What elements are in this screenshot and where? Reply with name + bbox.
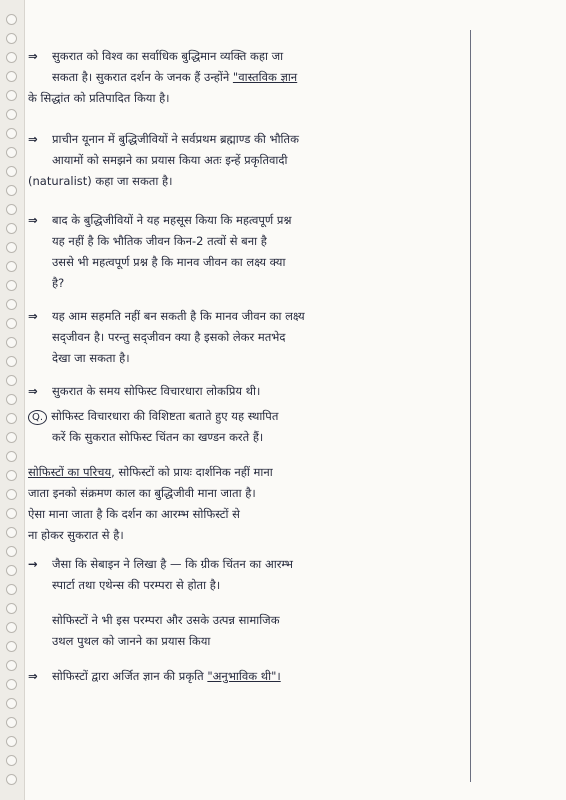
spiral-hole [6, 755, 17, 766]
note-text: सोफिस्ट विचारधारा की विशिष्टता बताते हुए यह स्थापित [51, 409, 279, 423]
note-text: के सिद्धांत को प्रतिपादित किया है। [28, 91, 170, 105]
spiral-hole [6, 242, 17, 253]
notebook-spiral-margin [0, 0, 25, 800]
spiral-hole [6, 52, 17, 63]
note-paragraph-sophist-intro [28, 462, 464, 546]
arrow-icon: ⇒ [28, 384, 38, 398]
underlined-phrase: "वास्तविक ज्ञान [232, 70, 298, 84]
spiral-hole [6, 33, 17, 44]
note-text: (naturalist) कहा जा सकता है। [28, 174, 173, 188]
spiral-hole [6, 679, 17, 690]
spiral-hole [6, 166, 17, 177]
spiral-hole [6, 71, 17, 82]
note-text: सुकरात को विश्व का सर्वाधिक बुद्धिमान व्यक्ति कहा जा [52, 49, 284, 63]
note-paragraph-5 [28, 381, 464, 402]
note-text: उससे भी महत्वपूर्ण प्रश्न है कि मानव जीवन का लक्ष्य क्या [52, 255, 286, 269]
spiral-hole [6, 318, 17, 329]
note-text: , सोफिस्टों को प्रायः दार्शनिक नहीं माना [111, 465, 273, 479]
spiral-hole [6, 451, 17, 462]
dash-arrow-icon: → [28, 557, 38, 571]
spiral-hole [6, 489, 17, 500]
spiral-hole [6, 527, 17, 538]
arrow-icon: ⇒ [28, 132, 38, 146]
question-block [28, 406, 464, 448]
margin-rule [470, 30, 471, 782]
spiral-hole [6, 299, 17, 310]
note-text: सुकरात के समय सोफिस्ट विचारधारा लोकप्रिय थी। [52, 384, 261, 398]
spiral-hole [6, 432, 17, 443]
note-text: उथल पुथल को जानने का प्रयास किया [52, 634, 211, 648]
spiral-hole [6, 717, 17, 728]
note-text: सद्जीवन है। परन्तु सद्जीवन क्या है इसको लेकर मतभेद [52, 330, 286, 344]
note-paragraph-sabine [28, 554, 464, 596]
arrow-icon: ⇒ [28, 49, 38, 63]
note-text: करें कि सुकरात सोफिस्ट चिंतन का खण्डन करते हैं। [52, 430, 264, 444]
question-marker: Q. [28, 410, 47, 425]
spiral-hole [6, 660, 17, 671]
note-text: सोफिस्टों ने भी इस परम्परा और उसके उत्पन्न सामाजिक [52, 613, 280, 627]
note-text: सकता है। सुकरात दर्शन के जनक हैं उन्होंने [52, 70, 233, 84]
note-text: स्पार्टा तथा एथेन्स की परम्परा से होता है। [52, 578, 221, 592]
spiral-hole [6, 641, 17, 652]
note-text: यह नहीं है कि भौतिक जीवन किन-2 तत्वों से बना है [52, 234, 267, 248]
spiral-hole [6, 736, 17, 747]
spiral-hole [6, 356, 17, 367]
spiral-hole [6, 337, 17, 348]
spiral-hole [6, 90, 17, 101]
underlined-phrase: "अनुभाविक थी"। [207, 669, 281, 683]
arrow-icon: ⇒ [28, 669, 38, 683]
spiral-hole [6, 147, 17, 158]
spiral-hole [6, 375, 17, 386]
note-text: ना होकर सुकरात से है। [28, 528, 124, 542]
note-text: जैसा कि सेबाइन ने लिखा है — कि ग्रीक चिंतन का आरम्भ [52, 557, 293, 571]
spiral-hole [6, 413, 17, 424]
spiral-hole [6, 774, 17, 785]
arrow-icon: ⇒ [28, 213, 38, 227]
note-paragraph-knowledge [28, 666, 464, 687]
note-text: बाद के बुद्धिजीवियों ने यह महसूस किया कि महत्वपूर्ण प्रश्न [52, 213, 292, 227]
spiral-hole [6, 470, 17, 481]
note-text: प्राचीन यूनान में बुद्धिजीवियों ने सर्वप्रथम ब्रह्माण्ड की भौतिक [52, 132, 299, 146]
spiral-hole [6, 261, 17, 272]
spiral-hole [6, 280, 17, 291]
arrow-icon: ⇒ [28, 309, 38, 323]
note-paragraph-4 [28, 306, 464, 369]
underlined-heading: सोफिस्टों का परिचय [28, 465, 112, 479]
note-paragraph-3 [28, 210, 464, 294]
spiral-hole [6, 698, 17, 709]
note-text: आयामों को समझने का प्रयास किया अतः इन्हें प्रकृतिवादी [52, 153, 288, 167]
note-text: सोफिस्टों द्वारा अर्जित ज्ञान की प्रकृति [52, 669, 208, 683]
spiral-hole [6, 394, 17, 405]
spiral-hole [6, 565, 17, 576]
spiral-hole [6, 546, 17, 557]
spiral-hole [6, 204, 17, 215]
note-text: जाता इनको संक्रमण काल का बुद्धिजीवी माना जाता है। [28, 486, 256, 500]
note-paragraph-2 [28, 129, 464, 192]
note-text: है? [52, 276, 65, 290]
note-text: देखा जा सकता है। [52, 351, 130, 365]
spiral-hole [6, 622, 17, 633]
handwritten-notes [28, 46, 464, 687]
spiral-hole [6, 14, 17, 25]
spiral-hole [6, 603, 17, 614]
note-text: ऐसा माना जाता है कि दर्शन का आरम्भ सोफिस्टों से [28, 507, 240, 521]
spiral-hole [6, 223, 17, 234]
spiral-hole [6, 109, 17, 120]
spiral-hole [6, 584, 17, 595]
note-text: यह आम सहमति नहीं बन सकती है कि मानव जीवन का लक्ष्य [52, 309, 305, 323]
spiral-hole [6, 185, 17, 196]
spiral-hole [6, 508, 17, 519]
note-paragraph-1 [28, 46, 464, 109]
spiral-hole [6, 128, 17, 139]
note-paragraph-tradition [28, 610, 464, 652]
